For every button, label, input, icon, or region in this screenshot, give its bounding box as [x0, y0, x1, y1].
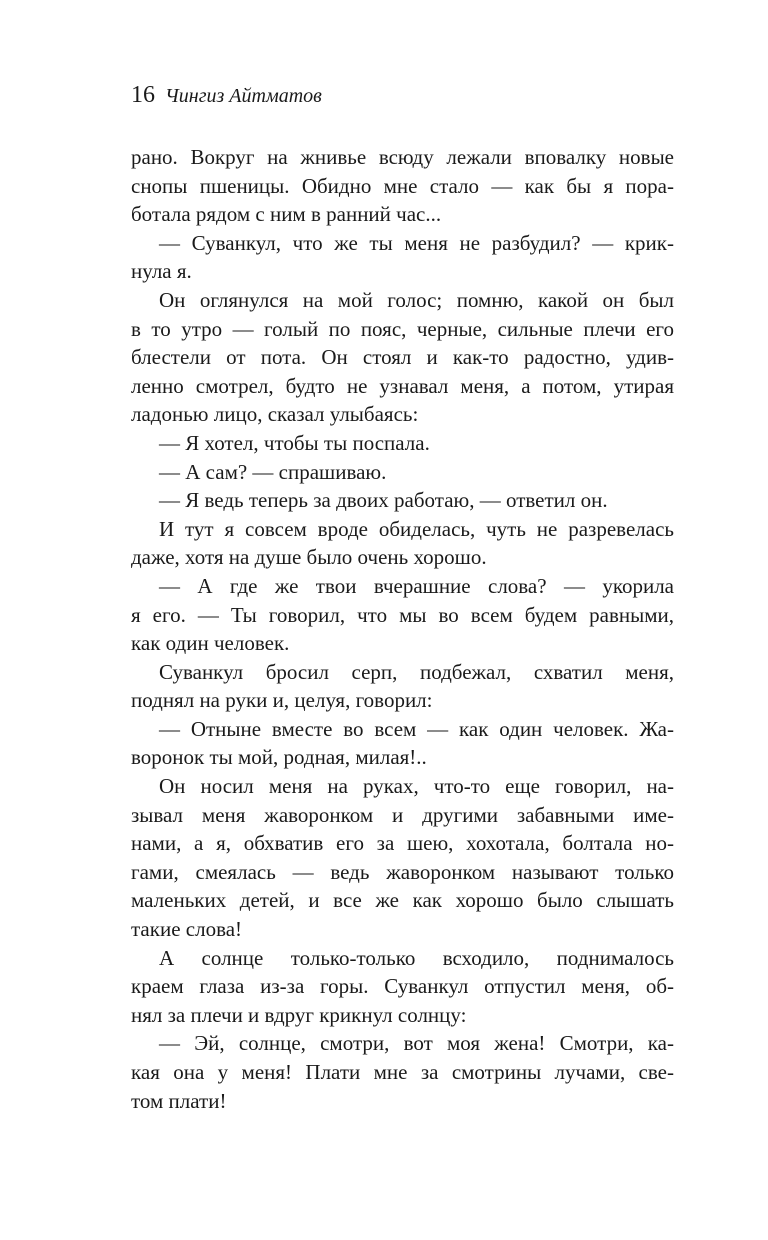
text-line: ладонью лицо, сказал улыбаясь: — [131, 402, 419, 427]
text-line: воронок ты мой, родная, милая!.. — [131, 745, 427, 770]
text-line: — Эй, солнце, смотри, вот моя жена! Смотри, ка- — [159, 1031, 674, 1056]
author-name: Чингиз Айтматов — [165, 85, 322, 107]
text-line: — А где же твои вчерашние слова? — укорила — [159, 573, 674, 598]
text-line: кая она у меня! Плати мне за смотрины лучами, све- — [131, 1060, 674, 1084]
text-line: — Отныне вместе во всем — как один человек. Жа- — [159, 716, 674, 741]
text-line: зывал меня жаворонком и другими забавными име- — [131, 802, 674, 827]
text-line: Он носил меня на руках, что-то еще говорил, на- — [159, 774, 674, 799]
text-line: ленно смотрел, будто не узнавал меня, а потом, утирая — [131, 373, 674, 398]
text-line: ботала рядом с ним в ранний час... — [131, 202, 442, 227]
text-line: — Я хотел, чтобы ты поспала. — [159, 430, 430, 455]
body-text — [131, 143, 674, 1115]
text-line: — Я ведь теперь за двоих работаю, — ответил он. — [159, 488, 608, 513]
text-line: том плати! — [131, 1088, 227, 1113]
text-line: краем глаза из-за горы. Суванкул отпустил меня, об- — [131, 974, 674, 999]
text-line: И тут я совсем вроде обиделась, чуть не разревелась — [159, 516, 674, 541]
text-line: нула я. — [131, 259, 192, 284]
text-line: поднял на руки и, целуя, говорил: — [131, 688, 433, 713]
text-line: такие слова! — [131, 917, 243, 942]
text-line: — А сам? — спрашиваю. — [159, 459, 387, 484]
text-line: нами, а я, обхватив его за шею, хохотала, болтала но- — [131, 831, 674, 856]
text-line: Суванкул бросил серп, подбежал, схватил меня, — [159, 659, 674, 684]
text-line: рано. Вокруг на жнивье всюду лежали вповалку новые — [131, 145, 674, 169]
text-line: гами, смеялась — ведь жаворонком называют только — [131, 859, 674, 884]
running-header — [131, 82, 322, 116]
page-number: 16 — [131, 82, 155, 108]
text-line: я его. — Ты говорил, что мы во всем будем равными, — [131, 602, 674, 627]
text-line: Он оглянулся на мой голос; помню, какой он был — [159, 287, 674, 312]
text-line: А солнце только-только всходило, поднималось — [159, 945, 674, 970]
text-line: маленьких детей, и все же как хорошо было слышать — [131, 888, 674, 913]
text-line: снопы пшеницы. Обидно мне стало — как бы я пора- — [131, 173, 674, 198]
text-line: — Суванкул, что же ты меня не разбудил? — крик- — [159, 230, 674, 255]
text-line: нял за плечи и вдруг крикнул солнцу: — [131, 1002, 467, 1027]
text-line: как один человек. — [131, 631, 290, 656]
text-line: в то утро — голый по пояс, черные, сильные плечи его — [131, 316, 674, 341]
text-line: блестели от пота. Он стоял и как-то радостно, удив- — [131, 345, 674, 370]
text-line: даже, хотя на душе было очень хорошо. — [131, 545, 487, 570]
